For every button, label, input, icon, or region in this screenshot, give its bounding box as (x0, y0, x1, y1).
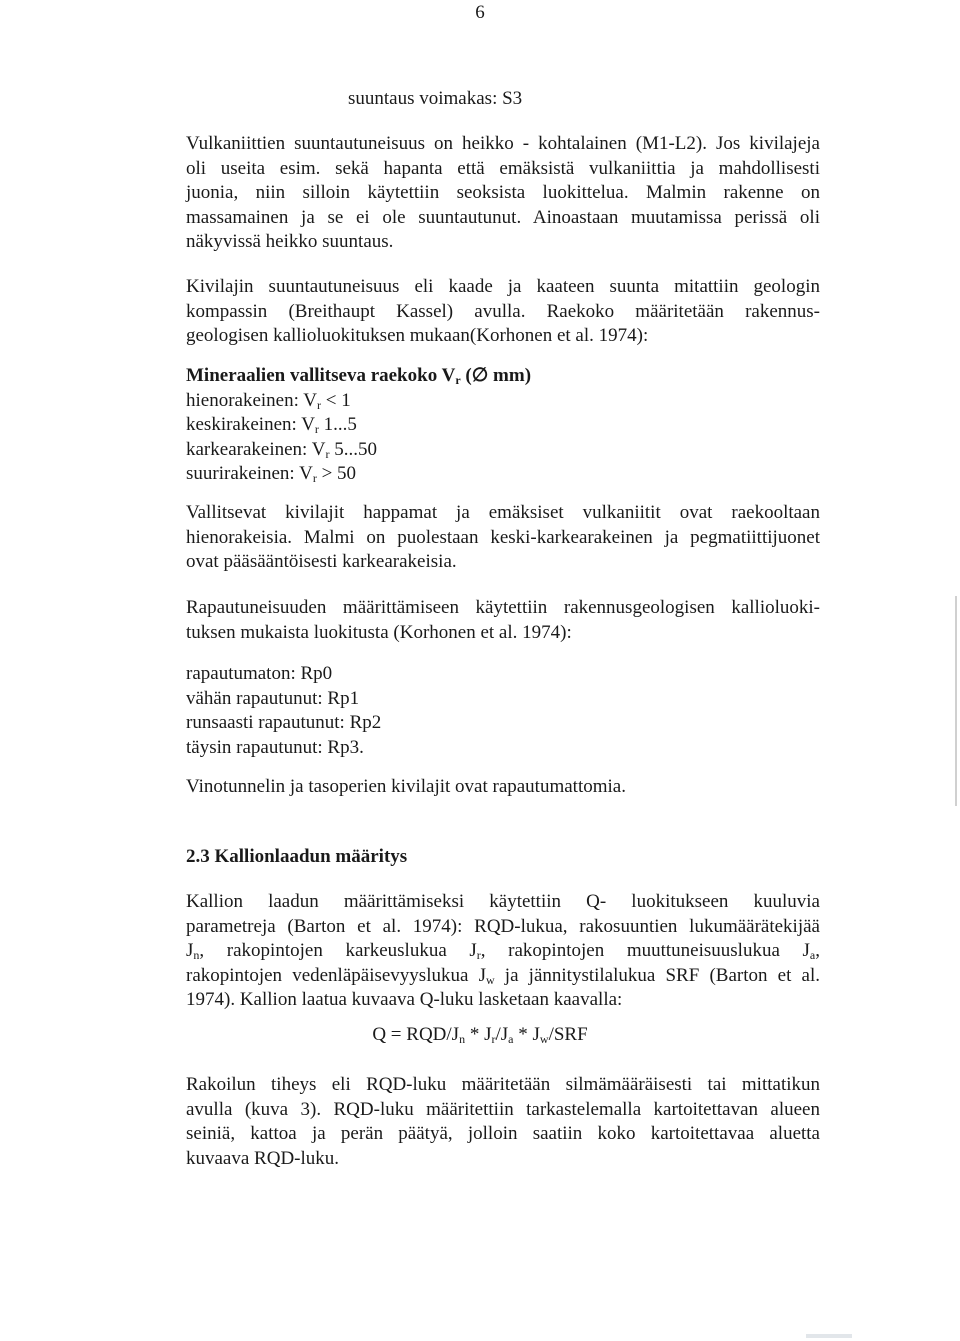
paragraph-line: 1974). Kallion laatua kuvaava Q-luku lasketaan kaavalla: (186, 989, 623, 1010)
paragraph-line: geologisen kallioluokituksen mukaan(Korhonen et al. 1974): (186, 325, 649, 346)
paragraph-line: ovat pääsääntöisesti karkearakeisia. (186, 551, 457, 572)
scan-edge-line (955, 596, 957, 806)
paragraph-line: juonia, niin silloin käytettiin seoksista luokittelua. Malmin rakenne on (186, 182, 820, 203)
paragraph-line: Vinotunnelin ja tasoperien kivilajit ovat rapautumattomia. (186, 776, 626, 797)
paragraph-line: Kallion laadun määrittämiseksi käytettiin Q- luokitukseen kuuluvia (186, 891, 820, 912)
paragraph-line: Rapautuneisuuden määrittämiseen käytettiin rakennusgeologisen kallioluoki- (186, 597, 820, 618)
grain-size-title: Mineraalien vallitseva raekoko $V_r$ (∅ mm) (186, 365, 532, 387)
paragraph-line: $J_n$, rakopintojen karkeuslukua $J_r$, rakopintojen muuttuneisuuslukua $J_a$, (186, 940, 820, 962)
section-number: 2.3 (186, 846, 210, 867)
paragraph-line: rakopintojen vedenläpäisevyyslukua $J_w$ ja jännitystilalukua SRF (Barton et al. (186, 964, 820, 987)
grain-size-item: karkearakeinen: $V_r$ 5...50 (186, 438, 377, 461)
weathering-item: runsaasti rapautunut: Rp2 (186, 712, 382, 733)
paragraph-line: hienorakeisia. Malmi on puolestaan keski-karkearakeinen ja pegmatiittijuonet (186, 526, 820, 548)
weathering-list (186, 662, 820, 760)
paragraph-weathering-method (186, 596, 820, 645)
weathering-item: rapautumaton: Rp0 (186, 663, 333, 684)
paragraph-line: kuvaava RQD-luku. (186, 1147, 340, 1169)
paragraph-line: Kivilajin suuntautuneisuus eli kaade ja kaateen suunta mitattiin geologin (186, 276, 820, 297)
q-formula: Q = RQD/$J_n * J_r/J_a * J_w/SRF$ (372, 1024, 588, 1046)
page-number: 6 (475, 2, 485, 23)
paragraph-prevailing-rocks (186, 501, 820, 575)
orientation-strong-line (348, 87, 648, 112)
weathering-item: vähän rapautunut: Rp1 (186, 687, 360, 709)
paragraph-line: oli useita esim. sekä hapanta että emäksistä vulkaniittia ja mahdollisesti (186, 157, 820, 179)
paragraph-line: avulla (kuva 3). RQD-luku määritettiin tarkastelemalla kartoitettavan alueen (186, 1098, 820, 1120)
orientation-strong-text: suuntaus voimakas: S3 (348, 88, 523, 109)
paragraph-line: Vallitsevat kivilajit happamat ja emäksiset vulkaniitit ovat raekooltaan (186, 502, 820, 523)
paragraph-unweathered (186, 775, 820, 800)
section-title: Kallionlaadun määritys (214, 846, 408, 867)
paragraph-line: Rakoilun tiheys eli RQD-luku määritetään silmämääräisesti tai mittatikun (186, 1074, 820, 1095)
paragraph-line: seiniä, kattoa ja perän päätyä, jolloin saatiin koko kartoitettavaa aluetta (186, 1123, 820, 1144)
weathering-item: täysin rapautunut: Rp3. (186, 736, 364, 758)
grain-size-item: hienorakeinen: $V_r < 1$ (186, 389, 351, 412)
section-heading (186, 845, 820, 870)
paragraph-line: Vulkaniittien suuntautuneisuus on heikko - kohtalainen (M1-L2). Jos kivilajeja (186, 133, 820, 154)
paragraph-q-classification (186, 890, 820, 1013)
paragraph-line: tuksen mukaista luokitusta (Korhonen et al. 1974): (186, 621, 572, 643)
paragraph-line: parametreja (Barton et al. 1974): RQD-lukua, rakosuuntien lukumäärätekijää (186, 915, 820, 937)
paragraph-line: kompassin (Breithaupt Kassel) avulla. Raekoko määritetään rakennus- (186, 300, 820, 322)
grain-size-item: keskirakeinen: $V_r$ 1...5 (186, 414, 357, 436)
paragraph-rock-orientation (186, 275, 820, 349)
paragraph-rqd (186, 1073, 820, 1171)
paragraph-line: näkyvissä heikko suuntaus. (186, 231, 394, 252)
grain-size-list (186, 364, 820, 487)
paragraph-line: massamainen ja se ei ole suuntautunut. Ainoastaan muutamissa perissä oli (186, 206, 820, 228)
paragraph-volcanite-orientation (186, 132, 820, 255)
scan-artifact (806, 1334, 852, 1338)
grain-size-item: suurirakeinen: $V_r > 50$ (186, 463, 357, 485)
